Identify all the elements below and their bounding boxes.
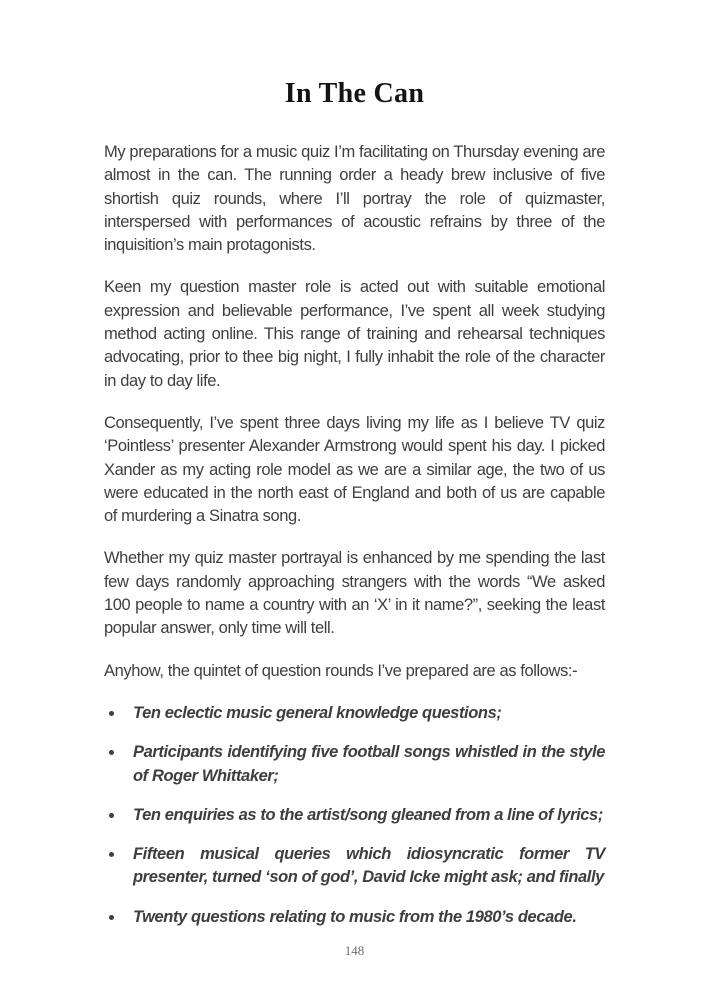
- list-item-text: Participants identifying five football songs whistled in the style of Roger Whittaker;: [133, 743, 605, 785]
- bullet-icon: [109, 852, 114, 857]
- list-item-text: Fifteen musical queries which idiosyncratic former TV presenter, turned ‘son of god’, David Icke might ask; and finally: [133, 845, 605, 887]
- list-item: [104, 741, 605, 788]
- paragraph-5: Anyhow, the quintet of question rounds I’ve prepared are as follows:-: [104, 661, 578, 680]
- list-item-text: Ten enquiries as to the artist/song gleaned from a line of lyrics;: [133, 805, 603, 824]
- bullet-icon: [109, 750, 114, 755]
- page-number: 148: [344, 943, 365, 958]
- paragraph-4: Whether my quiz master portrayal is enhanced by me spending the last few days randomly approaching strangers with the words “We asked 100 people to name a country with an ‘X’ in it name?”, seeking the least popular answer, only time will tell.: [104, 549, 605, 638]
- list-item: [104, 843, 605, 890]
- page-title: In The Can: [284, 78, 425, 109]
- bullet-icon: [109, 915, 114, 920]
- list-item-text: Twenty questions relating to music from the 1980’s decade.: [133, 907, 577, 926]
- list-item-text: Ten eclectic music general knowledge questions;: [133, 703, 502, 722]
- list-item: [104, 702, 605, 725]
- bullet-icon: [109, 711, 114, 716]
- bullet-icon: [109, 813, 114, 818]
- quiz-rounds-list: [104, 702, 605, 929]
- list-item: [104, 906, 605, 929]
- list-item: [104, 804, 605, 827]
- paragraph-3: Consequently, I’ve spent three days living my life as I believe TV quiz ‘Pointless’ presenter Alexander Armstrong would spent his day. I picked Xander as my acting role model as we are a similar age, the two of us were educated in the north east of England and both of us are capable of murdering a Sinatra song.: [104, 413, 605, 526]
- paragraph-2: Keen my question master role is acted out with suitable emotional expression and believable performance, I’ve spent all week studying method acting online. This range of training and rehearsal techniques advocating, prior to thee big night, I fully inhabit the role of the character in day to day life.: [104, 278, 605, 390]
- paragraph-1: My preparations for a music quiz I’m facilitating on Thursday evening are almost in the can. The running order a heady brew inclusive of five shortish quiz rounds, where I’ll portray the role of quizmaster, interspersed with performances of acoustic refrains by three of the inquisition’s main protagonists.: [104, 143, 605, 255]
